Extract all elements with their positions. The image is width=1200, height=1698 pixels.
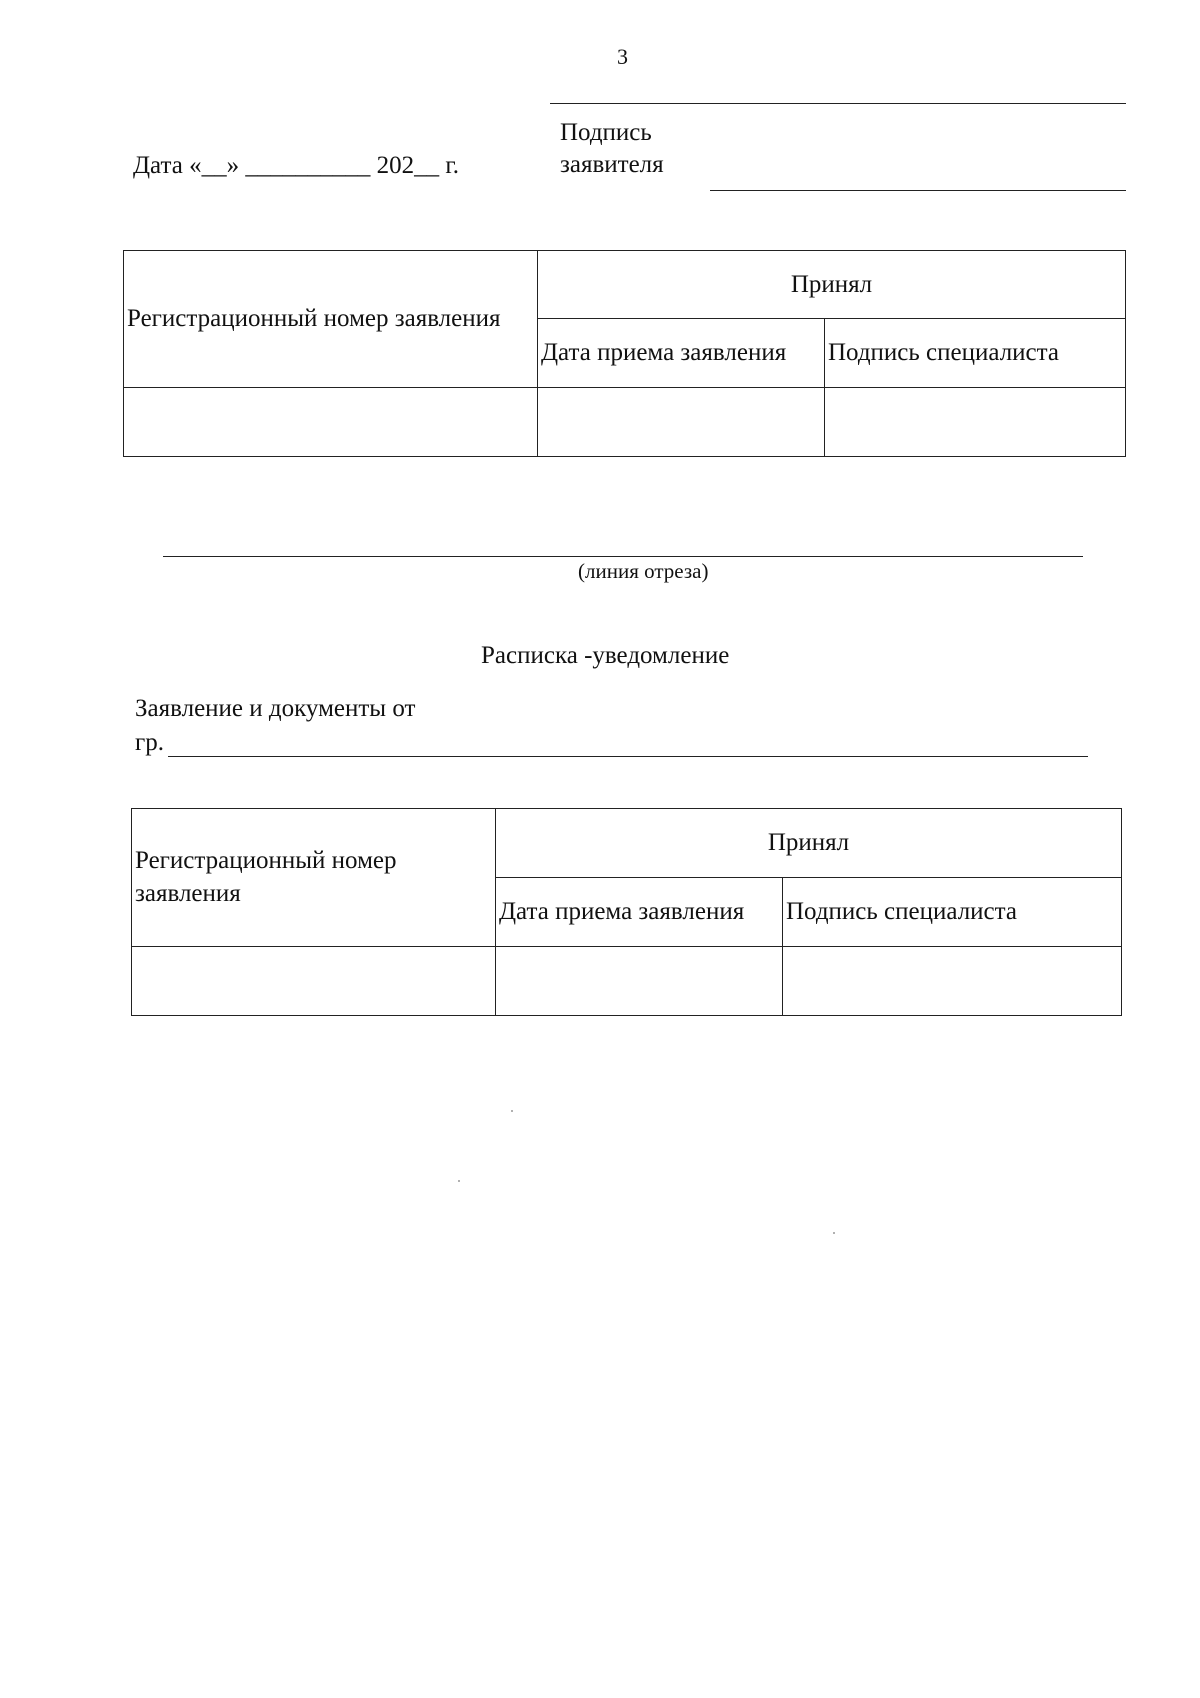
date-received-cell[interactable] [496, 947, 783, 1016]
scan-speck [833, 1232, 835, 1234]
table-row [124, 388, 1126, 457]
applicant-signature-line[interactable] [710, 190, 1126, 191]
scan-speck [511, 1110, 513, 1112]
accepted-header: Принял [538, 251, 1126, 319]
table-row [132, 947, 1122, 1016]
reg-number-header: Регистрационный номер заявления [124, 251, 538, 388]
cut-line [163, 556, 1083, 557]
specialist-signature-header: Подпись специалиста [783, 878, 1122, 947]
specialist-signature-cell[interactable] [825, 388, 1126, 457]
reg-number-cell[interactable] [132, 947, 496, 1016]
registration-table-top [123, 250, 1126, 457]
date-received-cell[interactable] [538, 388, 825, 457]
cut-line-label: (линия отреза) [578, 559, 709, 583]
signature-top-line [550, 103, 1126, 104]
specialist-signature-cell[interactable] [783, 947, 1122, 1016]
reg-number-cell[interactable] [124, 388, 538, 457]
reg-number-header: Регистрационный номер заявления [132, 809, 496, 947]
signature-label-line1: Подпись [560, 119, 652, 146]
receipt-title: Расписка -уведомление [481, 642, 730, 669]
page-number: 3 [617, 44, 628, 69]
citizen-name-line[interactable] [168, 756, 1088, 757]
scan-speck [458, 1180, 460, 1182]
signature-label-line2: заявителя [560, 151, 664, 178]
accepted-header: Принял [496, 809, 1122, 878]
specialist-signature-header: Подпись специалиста [825, 319, 1126, 388]
receipt-line1: Заявление и документы от [135, 695, 416, 722]
receipt-line2-prefix: гр. [135, 729, 165, 756]
date-line: Дата «__» __________ 202__ г. [133, 152, 460, 179]
date-received-header: Дата приема заявления [538, 319, 825, 388]
date-received-header: Дата приема заявления [496, 878, 783, 947]
registration-table-bottom [131, 808, 1122, 1016]
